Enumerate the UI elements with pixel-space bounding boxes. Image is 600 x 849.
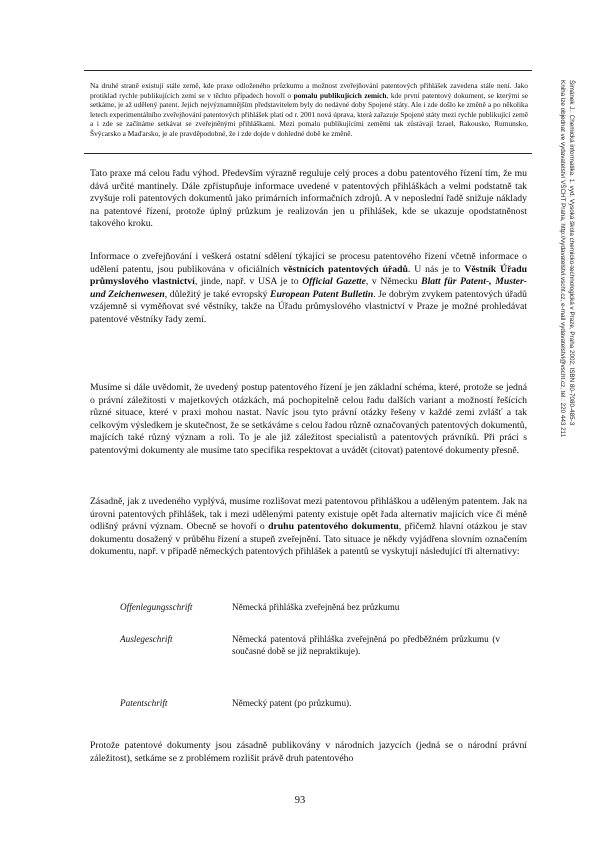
box-paragraph [90, 81, 528, 138]
bold-italic-term: European Patent Bulletin [270, 288, 374, 300]
term-definition: Německá přihláška zveřejněná bez průzkumu [232, 602, 400, 612]
box-top-rule [84, 70, 532, 71]
bold-italic-term: Official Gazette [302, 276, 366, 287]
term-definition: Německý patent (po průzkumu). [232, 698, 352, 708]
paragraph-2 [90, 251, 527, 334]
paragraph-text [90, 251, 527, 326]
box-bottom-rule [84, 153, 532, 154]
text-run: , přičemž hlavní otázkou je stav dokumentu dosažený v průběhu řízení a stupeň zveřejnění. Tato situace je někdy vyjádřena slovním označením dokumentu, např. v případě německých patentových přihlášek a patentů se vyskytují následující tři alternativy: [90, 521, 527, 557]
box-bold-term: pomalu publikujících zemích [293, 90, 387, 100]
box-text: Na druhé straně existují stále země, kde praxe odloženého průzkumu a možnost zveřejňování patentových přihlášek zavedena stále není. Jako protiklad rychle publikujících zemí se v těchto případech hovoří o [90, 81, 528, 100]
bold-italic-term: Blatt für Patent-, Muster- und Zeichenwesen [90, 276, 527, 300]
term-name: Auslegeschrift [120, 634, 173, 644]
text-run: Zásadně, jak z uvedeného vyplývá, musíme rozlišovat mezi patentovou přihláškou a uděleným patentem. Jak na úrovni patentových přihlášek, tak i mezi udělenými patenty existuje opět řada alternativ majících více či méně odlišný právní význam. Obecně se hovoří o [90, 496, 527, 532]
bold-term: Věstník Úřadu průmyslového vlastnictví [90, 263, 527, 287]
term-definition: Německá patentová přihláška zveřejněná po předběžném průzkumu (v současné době se již nepraktikuje). [232, 634, 500, 656]
paragraph-5 [90, 740, 527, 773]
paragraph-text: Musíme si dále uvědomit, že uvedený postup patentového řízení je jen základní schéma, které, protože se jedná o právní záležitosti v majetkových otázkách, má pochopitelně celou řadu dalších variant a možností řešících různé situace, které v praxi mohou nastat. Navíc jsou tyto právní otázky řešeny v každé zemi zvlášť a tak celkovým výsledkem je skutečnost, že se setkáváme s celou řadou různě označovaných patentových dokumentů, majících také různý význam a roli. To je ale již záležitost specialistů a patentových právníků. Při práci s patentovými dokumenty ale musíme tato specifika respektovat a uvádět (citovat) patentové dokumenty přesně. [90, 382, 527, 456]
side-citation-text [558, 80, 576, 640]
text-run: , v Německu [365, 276, 422, 287]
text-run: . Je dobrým zvykem patentových úřadů vzájemně si vyměňovat své věstníky, takže na Úřadu průmyslového vlastnictví v Praze je možné prohledávat patentové věstníky řady zemí. [90, 288, 527, 325]
bold-term: druhu patentového dokumentu [268, 521, 399, 532]
highlight-box [84, 70, 532, 154]
order-info-line: Kniha lze objednat ve vydavatelství VŠCHT Praha, http://vydavatelstvi.vscht.cz, e-mail vydavatelstvi@vscht.cz, tel.: 220 443 211 [559, 80, 566, 438]
paragraph-4 [90, 496, 527, 567]
paragraph-text: Protože patentové dokumenty jsou zásadně publikovány v národních jazycích (jedná se o národní právní záležitost), setkáme se z problémem rozlišit právě druh patentového [90, 740, 527, 764]
paragraph-text [90, 496, 527, 559]
paragraph-text: Tato praxe má celou řadu výhod. Především výrazně reguluje celý proces a dobu patentového řízení tím, že mu dává určité mantinely. Dále zpřístupňuje informace uvedené v patentových přihláškách a velmi podstatně tak zvyšuje roli patentových dokumentů jako primárních informačních zdrojů. A v neposlední řadě snižuje náklady na patentové řízení, protože úplný průzkum je realizován jen u přihlášek, kde se ukazuje opodstatněnost takového kroku. [90, 168, 527, 229]
term-name: Offenlegungsschrift [120, 602, 193, 612]
citation-line: Šimánek J.: Chemická informatika. 1. vyd. Vysoká škola chemicko-technologická v Praze, Praha 2002, ISBN 80-7080-485-3 [568, 80, 575, 426]
bold-term: věstnících patentových úřadů [283, 263, 408, 275]
text-run: . U nás je to [407, 263, 465, 275]
paragraph-3 [90, 382, 527, 465]
text-run: Informace o zveřejňování i veškerá ostatní sdělení týkající se procesu patentového řízení včetně informace o udělení patentu, jsou publikována v oficiálních [90, 251, 527, 275]
text-run: , důležitý je také evropský [164, 288, 271, 300]
text-run: , jinde, např. v USA je to [194, 276, 303, 287]
term-name: Patentschrift [120, 698, 168, 708]
box-text: , kde první patentový dokument, se kterými se setkáme, je až udělený patent. Jejich nejvýznamnějším představitelem byly do nedávné doby Spojené státy. Ale i zde došlo ke změně a po několika letech experimentálního zveřejňování patentových přihlášek platí od r. 2001 nová úprava, která zařazuje Spojené státy mezi rychle publikující země a i zde se začínáme setkávat se zveřejněnými přihláškami. Mezi pomalu publikujícími zeměmi tak zůstávají Izrael, Rakousko, Rumunsko, Švýcarsko a Maďarsko, je ale pravděpodobné, že i zde dojde v dohledné době ke změně. [90, 90, 529, 138]
side-citation [556, 80, 596, 640]
page-number: 93 [294, 795, 306, 806]
paragraph-1 [90, 168, 527, 239]
